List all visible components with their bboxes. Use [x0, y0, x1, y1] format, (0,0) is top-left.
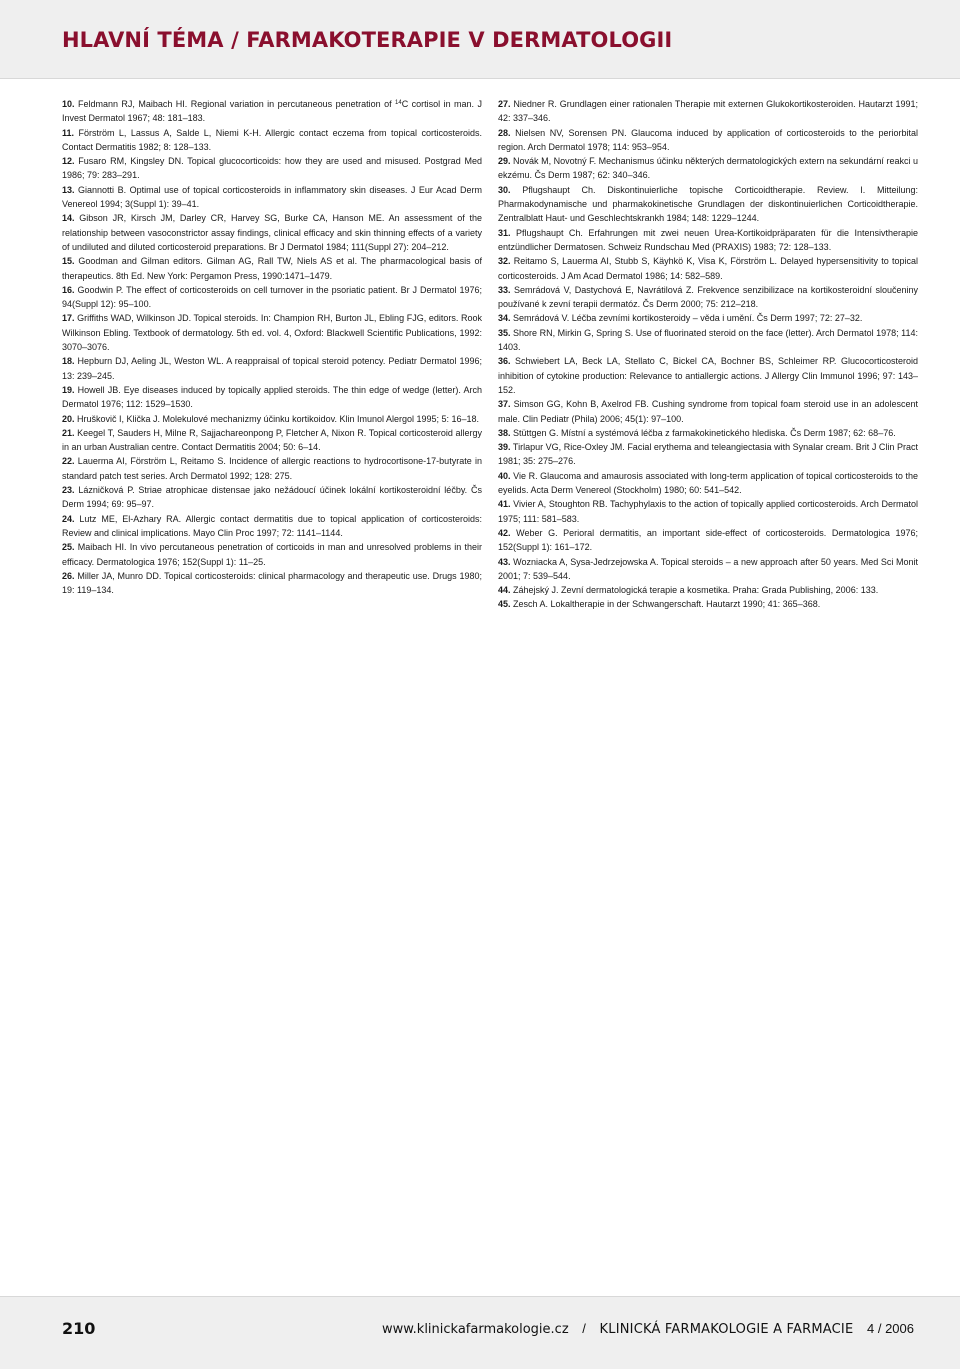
- footer-info: [382, 1321, 914, 1337]
- page-number: 210: [62, 1319, 96, 1338]
- reference-item: 44. Záhejský J. Zevní dermatologická terapie a kosmetika. Praha: Grada Publishing, 2006: 133.: [498, 585, 879, 596]
- reference-item: 20. Hruškovič I, Klička J. Molekulové mechanizmy účinku kortikoidov. Klin Imunol Alergol 1995; 5: 16–18.: [62, 413, 480, 424]
- reference-item: 33. Semrádová V, Dastychová E, Navrátilová Z. Frekvence senzibilizace na kortikosteroidní sloučeniny používané k zevní terapii dermatóz. Čs Derm 2000; 75: 212–218.: [498, 284, 918, 310]
- reference-item: 24. Lutz ME, El-Azhary RA. Allergic contact dermatitis due to topical application of corticosteroids: Review and clinical implications. Mayo Clin Proc 1997; 72: 1141–1144.: [62, 513, 482, 538]
- reference-item: 25. Maibach HI. In vivo percutaneous penetration of corticoids in man and unresolved problems in their efficacy. Dermatologica 1976; 152(Suppl 1): 11–25.: [62, 542, 482, 567]
- reference-item: 39. Tirlapur VG, Rice-Oxley JM. Facial erythema and teleangiectasia with Synalar cream. Brit J Clin Pract 1981; 35: 275–276.: [498, 442, 918, 467]
- reference-item: 11. Förström L, Lassus A, Salde L, Niemi K-H. Allergic contact eczema from topical corticosteroids. Contact Dermatitis 1982; 8: 128–133.: [62, 127, 482, 152]
- page-section-title: HLAVNÍ TÉMA / FARMAKOTERAPIE V DERMATOLOGII: [62, 28, 673, 52]
- reference-item: 29. Novák M, Novotný F. Mechanismus účinku některých dermatologických extern na sekundární reakci u ekzému. Čs Derm 1987; 62: 340–346.: [498, 156, 918, 181]
- reference-item: 22. Lauerma AI, Förström L, Reitamo S. Incidence of allergic reactions to hydrocortisone-17-butyrate in standard patch test series. Arch Dermatol 1992; 128: 275.: [62, 456, 482, 481]
- reference-item: 30. Pflugshaupt Ch. Diskontinuierliche topische Corticoidtherapie. Review. I. Mitteilung: Pharmakodynamische und pharmakokinetische Grundlagen der diskontinuierlichen Corticoidtherapie. Zentralblatt Haut- und Geschlechtskrankh 1984; 148: 1229–1244.: [498, 184, 918, 224]
- reference-item: 27. Niedner R. Grundlagen einer rationalen Therapie mit externen Glukokortikosteroiden. Hautarzt 1991; 42: 337–346.: [498, 99, 918, 124]
- reference-item: 13. Giannotti B. Optimal use of topical corticosteroids in inflammatory skin diseases. J Eur Acad Derm Venereol 1994; 3(Suppl 1): 39–41.: [62, 184, 482, 210]
- references-left-column: [62, 97, 482, 597]
- reference-item: 37. Simson GG, Kohn B, Axelrod FB. Cushing syndrome from topical foam steroid use in an adolescent male. Clin Pediatr (Phila) 2006; 45(1): 97–100.: [498, 399, 918, 424]
- reference-item: 12. Fusaro RM, Kingsley DN. Topical glucocorticoids: how they are used and misused. Postgrad Med 1986; 79: 283–291.: [62, 156, 482, 181]
- reference-item: 23. Lázničková P. Striae atrophicae distensae jako nežádoucí účinek lokální kortikosteroidní léčby. Čs Derm 1994; 69: 95–97.: [62, 485, 482, 510]
- reference-item: 42. Weber G. Perioral dermatitis, an important side-effect of corticosteroids. Dermatologica 1976; 152(Suppl 1): 161–172.: [498, 527, 918, 553]
- reference-item: 35. Shore RN, Mirkin G, Spring S. Use of fluorinated steroid on the face (letter). Arch Dermatol 1978; 114: 1403.: [498, 327, 918, 353]
- footer-separator: /: [582, 1321, 586, 1336]
- reference-item: 21. Keegel T, Sauders H, Milne R, Sajjachareonpong P, Fletcher A, Nixon R. Topical corticosteroid allergy in an urban Australian centre. Contact Dermatitis 2004; 50: 6–14.: [62, 427, 482, 453]
- reference-item: 38. Stüttgen G. Místní a systémová léčba z farmakokinetického hlediska. Čs Derm 1987; 62: 68–76.: [498, 427, 896, 438]
- reference-item: 41. Vivier A, Stoughton RB. Tachyphylaxis to the action of topically applied corticosteroids. Arch Dermatol 1975; 111: 581–583.: [498, 499, 918, 524]
- reference-item: 34. Semrádová V. Léčba zevními kortikosteroidy – věda i umění. Čs Derm 1997; 72: 27–32.: [498, 313, 863, 324]
- page-footer: [0, 1296, 960, 1369]
- reference-item: 17. Griffiths WAD, Wilkinson JD. Topical steroids. In: Champion RH, Burton JL, Ebling FJG, editors. Rook Wilkinson Ebling. Textbook of dermatology. 5th ed. vol. 4, Oxford: Blackwell Scientific Publications, 1992: 3070–3076.: [62, 313, 482, 353]
- journal-name: KLINICKÁ FARMAKOLOGIE A FARMACIE: [599, 1322, 854, 1337]
- reference-item: 45. Zesch A. Lokaltherapie in der Schwangerschaft. Hautarzt 1990; 41: 365–368.: [498, 599, 821, 610]
- journal-website-link[interactable]: www.klinickafarmakologie.cz: [381, 1322, 569, 1337]
- reference-item: 32. Reitamo S, Lauerma AI, Stubb S, Käyhkö K, Visa K, Förström L. Delayed hypersensitivity to topical corticosteroids. J Am Acad Dermatol 1986; 14: 582–589.: [498, 256, 918, 281]
- references-right-column: [498, 97, 918, 612]
- reference-item: 18. Hepburn DJ, Aeling JL, Weston WL. A reappraisal of topical steroid potency. Pediatr Dermatol 1996; 13: 239–245.: [62, 356, 482, 381]
- reference-item: 15. Goodman and Gilman editors. Gilman AG, Rall TW, Niels AS et al. The pharmacological basis of therapeutics. 8th Ed. New York: Pergamon Press, 1990:1471–1479.: [62, 256, 482, 281]
- journal-issue: 4 / 2006: [867, 1321, 914, 1336]
- header-bar: [0, 0, 960, 79]
- reference-item: 31. Pflugshaupt Ch. Erfahrungen mit zwei neuen Urea-Kortikoidpräparaten für die Intensivtherapie entzündlicher Dermatosen. Schweiz Rundschau Med (PRAXIS) 1983; 72: 128–133.: [498, 227, 918, 252]
- reference-item: 19. Howell JB. Eye diseases induced by topically applied steroids. The thin edge of wedge (letter). Arch Dermatol 1976; 112: 1529–1530.: [62, 384, 482, 410]
- reference-item: 16. Goodwin P. The effect of corticosteroids on cell turnover in the psoriatic patient. Br J Dermatol 1976; 94(Suppl 12): 95–100.: [62, 284, 482, 310]
- reference-item: 36. Schwiebert LA, Beck LA, Stellato C, Bickel CA, Bochner BS, Schleimer RP. Glucocorticosteroid inhibition of cytokine production: Relevance to antiallergic actions. J Allergy Clin Immunol 1996; 97: 143–152.: [498, 356, 918, 395]
- reference-item: 43. Wozniacka A, Sysa-Jedrzejowska A. Topical steroids – a new approach after 50 years. Med Sci Monit 2001; 7: 539–544.: [498, 556, 918, 581]
- reference-item: 40. Vie R. Glaucoma and amaurosis associated with long-term application of topical corticosteroids to the eyelids. Acta Derm Venereol (Stockholm) 1980; 60: 541–542.: [498, 470, 918, 496]
- reference-item: 10. Feldmann RJ, Maibach HI. Regional variation in percutaneous penetration of $^{14}$C cortisol in man. J Invest Dermatol 1967; 48: 181–183.: [62, 99, 482, 124]
- reference-item: 26. Miller JA, Munro DD. Topical corticosteroids: clinical pharmacology and therapeutic use. Drugs 1980; 19: 119–134.: [62, 570, 482, 596]
- reference-item: 28. Nielsen NV, Sorensen PN. Glaucoma induced by application of corticosteroids to the periorbital region. Arch Dermatol 1978; 114: 953–954.: [498, 127, 918, 152]
- reference-item: 14. Gibson JR, Kirsch JM, Darley CR, Harvey SG, Burke CA, Hanson ME. An assessment of the relationship between vasoconstrictor assay findings, clinical efficacy and skin thinning effects of a variety of undiluted and diluted corticosteroid preparations. Br J Dermatol 1984; 111(Suppl 27): 204–212.: [62, 213, 482, 252]
